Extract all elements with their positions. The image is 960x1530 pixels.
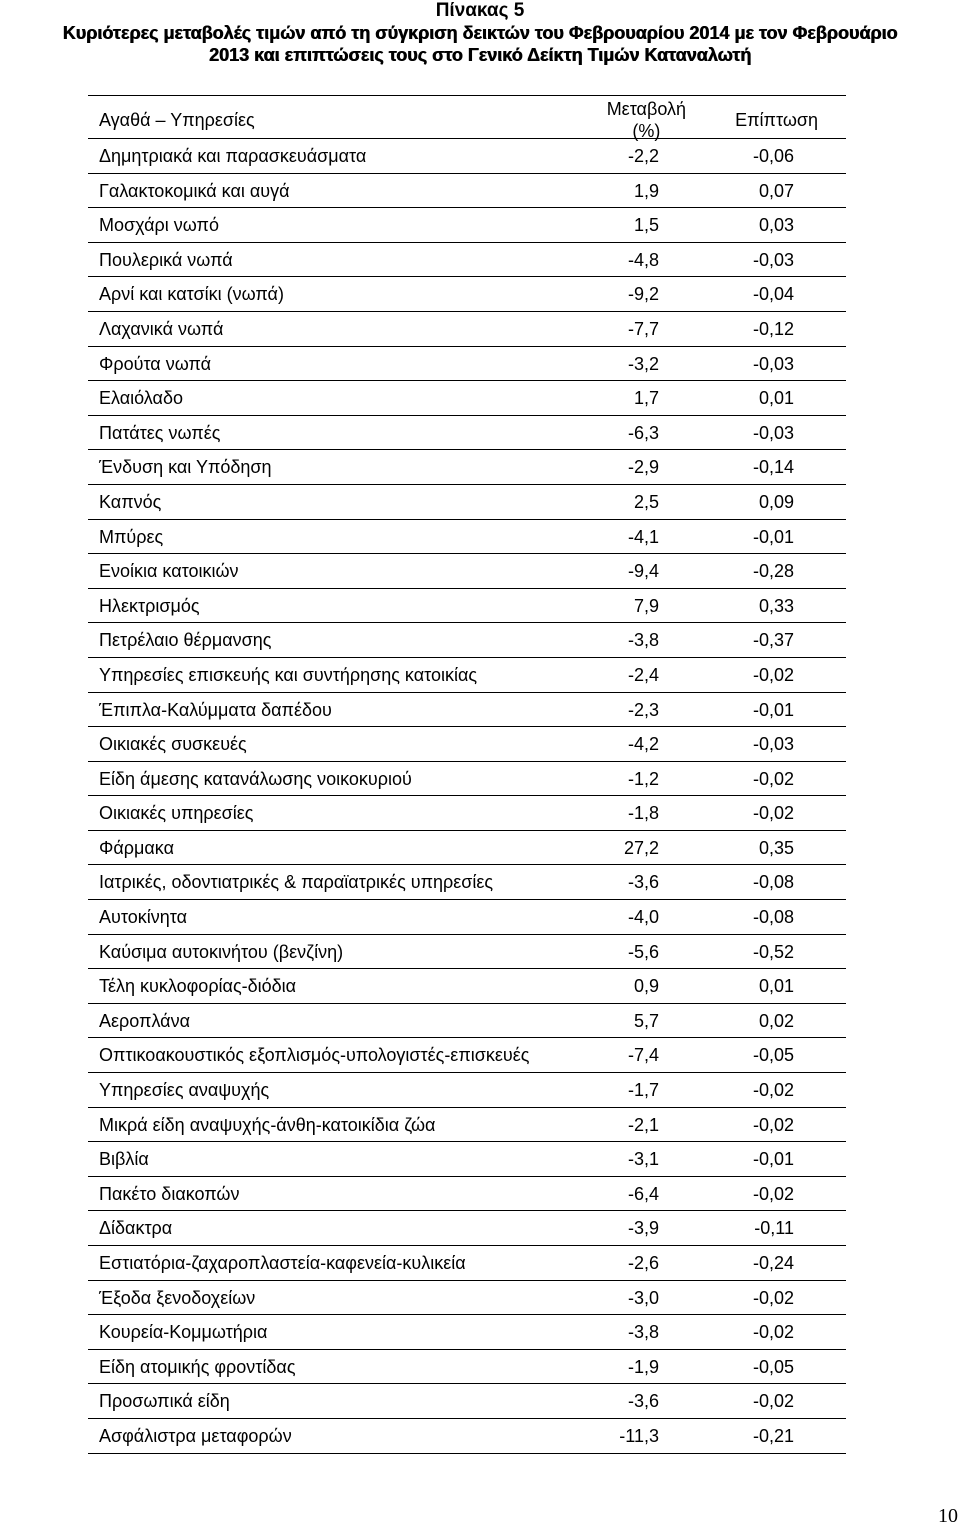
row-impact-value: -0,02 xyxy=(752,1114,794,1135)
row-change-value: 27,2 xyxy=(623,837,659,858)
row-change-value: 2,5 xyxy=(633,491,659,512)
row-change-value: -4,0 xyxy=(627,907,659,928)
row-item-name: Έξοδα ξενοδοχείων xyxy=(99,1287,256,1308)
table-row xyxy=(88,1281,846,1316)
row-impact-value: -0,37 xyxy=(752,630,794,651)
table-row xyxy=(88,1142,846,1177)
row-impact-value: -0,11 xyxy=(754,1218,794,1239)
table-row xyxy=(88,1004,846,1039)
table-row xyxy=(88,900,846,935)
row-item-name: Λαχανικά νωπά xyxy=(99,318,224,339)
row-change-value: -2,4 xyxy=(627,664,659,685)
row-impact-value: -0,03 xyxy=(752,249,794,270)
row-change-value: 0,9 xyxy=(633,976,659,997)
row-impact-value: -0,02 xyxy=(752,1391,794,1412)
table-row xyxy=(88,1073,846,1108)
row-change-value: 1,7 xyxy=(633,388,659,409)
table-row xyxy=(88,693,846,728)
table-row xyxy=(88,589,846,624)
table-row xyxy=(88,1211,846,1246)
row-item-name: Αρνί και κατσίκι (νωπά) xyxy=(99,284,284,305)
column-header-change-line2: (%) xyxy=(632,121,661,141)
row-item-name: Δημητριακά και παρασκευάσματα xyxy=(99,146,367,166)
column-header-change xyxy=(607,98,686,142)
row-item-name: Οικιακές συσκευές xyxy=(99,734,247,755)
row-impact-value: -0,05 xyxy=(752,1356,794,1377)
row-change-value: -3,2 xyxy=(627,353,659,374)
column-header-item: Αγαθά – Υπηρεσίες xyxy=(99,110,255,130)
table-row xyxy=(88,1246,846,1281)
table-subtitle-line1: Κυριότερες μεταβολές τιμών από τη σύγκριση δεικτών του Φεβρουαρίου 2014 με τον Φεβρουάριο xyxy=(62,23,898,43)
row-impact-value: 0,01 xyxy=(758,388,794,409)
table-row xyxy=(88,935,846,970)
row-impact-value: -0,02 xyxy=(752,664,794,685)
table-row xyxy=(88,865,846,900)
row-item-name: Ηλεκτρισμός xyxy=(99,595,200,616)
row-change-value: -3,8 xyxy=(627,1322,659,1343)
row-impact-value: -0,03 xyxy=(752,734,794,755)
row-change-value: -9,2 xyxy=(627,284,659,305)
row-impact-value: 0,33 xyxy=(758,595,794,616)
row-change-value: -1,7 xyxy=(627,1080,659,1101)
row-change-value: -3,9 xyxy=(627,1218,659,1239)
row-impact-value: -0,08 xyxy=(752,872,794,893)
row-change-value: 7,9 xyxy=(633,595,659,616)
row-impact-value: -0,02 xyxy=(752,1080,794,1101)
table-row xyxy=(88,554,846,589)
row-item-name: Προσωπικά είδη xyxy=(99,1391,230,1412)
row-impact-value: -0,02 xyxy=(752,1287,794,1308)
row-item-name: Φάρμακα xyxy=(99,837,174,858)
row-change-value: 5,7 xyxy=(633,1010,659,1031)
row-impact-value: 0,09 xyxy=(758,491,794,512)
row-impact-value: -0,14 xyxy=(752,457,794,478)
row-impact-value: -0,02 xyxy=(752,1183,794,1204)
table-body xyxy=(88,139,846,1454)
row-change-value: -4,8 xyxy=(627,249,659,270)
row-change-value: -3,8 xyxy=(627,630,659,651)
table-row xyxy=(88,727,846,762)
row-item-name: Φρούτα νωπά xyxy=(99,353,212,374)
row-change-value: -2,9 xyxy=(627,457,659,478)
table-row xyxy=(88,1038,846,1073)
table-row xyxy=(88,969,846,1004)
row-change-value: -7,4 xyxy=(627,1045,659,1066)
row-impact-value: -0,12 xyxy=(752,318,794,339)
row-impact-value: -0,03 xyxy=(752,353,794,374)
table-row xyxy=(88,381,846,416)
table-row xyxy=(88,623,846,658)
row-impact-value: -0,52 xyxy=(752,941,794,962)
column-header-impact: Επίπτωση xyxy=(735,110,818,130)
row-item-name: Μοσχάρι νωπό xyxy=(99,215,219,236)
table-row xyxy=(88,347,846,382)
row-change-value: -3,0 xyxy=(627,1287,659,1308)
row-item-name: Πετρέλαιο θέρμανσης xyxy=(99,630,272,651)
row-impact-value: -0,04 xyxy=(752,284,794,305)
table-row xyxy=(88,1177,846,1212)
row-item-name: Ενοίκια κατοικιών xyxy=(99,561,239,582)
row-item-name: Υπηρεσίες επισκευής και συντήρησης κατοικίας xyxy=(99,664,478,685)
table-row xyxy=(88,450,846,485)
row-impact-value: -0,01 xyxy=(752,526,794,547)
row-item-name: Εστιατόρια-ζαχαροπλαστεία-καφενεία-κυλικεία xyxy=(99,1253,466,1273)
table-row xyxy=(88,1315,846,1350)
table-row xyxy=(88,762,846,797)
row-impact-value: -0,05 xyxy=(752,1045,794,1066)
row-item-name: Πακέτο διακοπών xyxy=(99,1183,240,1204)
row-change-value: -9,4 xyxy=(627,561,659,582)
row-change-value: -4,1 xyxy=(627,526,659,547)
row-change-value: -11,3 xyxy=(619,1425,659,1446)
table-row xyxy=(88,277,846,312)
table-row xyxy=(88,1108,846,1143)
row-change-value: -2,1 xyxy=(627,1114,659,1135)
row-impact-value: 0,35 xyxy=(758,837,794,858)
row-item-name: Οπτικοακουστικός εξοπλισμός-υπολογιστές-επισκευές xyxy=(99,1045,530,1066)
title-block xyxy=(0,0,960,66)
table-title: Πίνακας 5 xyxy=(435,0,525,21)
row-item-name: Μικρά είδη αναψυχής-άνθη-κατοικίδια ζώα xyxy=(99,1114,436,1135)
row-item-name: Μπύρες xyxy=(99,526,164,547)
row-item-name: Είδη άμεσης κατανάλωσης νοικοκυριού xyxy=(99,768,412,789)
table-row xyxy=(88,208,846,243)
row-item-name: Αυτοκίνητα xyxy=(99,907,187,928)
table-row xyxy=(88,658,846,693)
row-impact-value: -0,06 xyxy=(752,146,794,166)
row-item-name: Οικιακές υπηρεσίες xyxy=(99,803,254,824)
price-changes-table xyxy=(88,95,846,1454)
row-item-name: Δίδακτρα xyxy=(99,1218,173,1239)
row-impact-value: 0,01 xyxy=(758,976,794,997)
row-impact-value: -0,03 xyxy=(752,422,794,443)
row-impact-value: -0,01 xyxy=(752,1149,794,1170)
row-item-name: Ασφάλιστρα μεταφορών xyxy=(99,1425,292,1446)
row-impact-value: 0,03 xyxy=(758,215,794,236)
row-impact-value: -0,21 xyxy=(752,1425,794,1446)
row-item-name: Τέλη κυκλοφορίας-διόδια xyxy=(99,976,297,997)
table-row xyxy=(88,520,846,555)
row-change-value: -6,4 xyxy=(627,1183,659,1204)
page-number: 10 xyxy=(938,1505,958,1527)
row-change-value: -3,1 xyxy=(627,1149,659,1170)
table-row xyxy=(88,416,846,451)
row-change-value: -2,2 xyxy=(627,146,659,166)
row-change-value: -2,3 xyxy=(627,699,659,720)
table-row xyxy=(88,796,846,831)
row-change-value: -5,6 xyxy=(627,941,659,962)
table-subtitle-line2: 2013 και επιπτώσεις τους στο Γενικό Δείκτη Τιμών Καταναλωτή xyxy=(208,45,752,65)
row-item-name: Καύσιμα αυτοκινήτου (βενζίνη) xyxy=(99,941,344,962)
row-change-value: -1,8 xyxy=(627,803,659,824)
row-item-name: Ένδυση και Υπόδηση xyxy=(99,457,272,478)
row-change-value: 1,9 xyxy=(633,180,659,201)
table-header-row xyxy=(88,96,846,139)
row-item-name: Βιβλία xyxy=(99,1149,149,1170)
row-change-value: -1,2 xyxy=(627,768,659,789)
table-row xyxy=(88,312,846,347)
table-row xyxy=(88,243,846,278)
row-item-name: Ιατρικές, οδοντιατρικές & παραϊατρικές υπηρεσίες xyxy=(99,872,494,893)
table-row xyxy=(88,139,846,174)
column-header-change-line1: Μεταβολή xyxy=(606,99,686,119)
row-change-value: -3,6 xyxy=(627,1391,659,1412)
row-change-value: -2,6 xyxy=(627,1253,659,1273)
row-change-value: -4,2 xyxy=(627,734,659,755)
row-item-name: Είδη ατομικής φροντίδας xyxy=(99,1356,296,1377)
table-row xyxy=(88,1419,846,1454)
row-item-name: Έπιπλα-Καλύμματα δαπέδου xyxy=(99,699,332,720)
row-item-name: Αεροπλάνα xyxy=(99,1010,190,1031)
row-item-name: Ελαιόλαδο xyxy=(99,388,183,409)
row-impact-value: 0,02 xyxy=(758,1010,794,1031)
row-impact-value: -0,28 xyxy=(752,561,794,582)
row-change-value: -3,6 xyxy=(627,872,659,893)
row-item-name: Υπηρεσίες αναψυχής xyxy=(99,1080,270,1101)
row-change-value: -6,3 xyxy=(627,422,659,443)
row-change-value: -1,9 xyxy=(627,1356,659,1377)
row-impact-value: -0,02 xyxy=(752,1322,794,1343)
row-impact-value: -0,02 xyxy=(752,768,794,789)
table-row xyxy=(88,485,846,520)
row-item-name: Πατάτες νωπές xyxy=(99,422,221,443)
table-row xyxy=(88,1384,846,1419)
row-impact-value: -0,08 xyxy=(752,907,794,928)
table-row xyxy=(88,1350,846,1385)
row-item-name: Γαλακτοκομικά και αυγά xyxy=(99,180,290,201)
row-impact-value: -0,01 xyxy=(752,699,794,720)
row-change-value: 1,5 xyxy=(633,215,659,236)
row-impact-value: -0,02 xyxy=(752,803,794,824)
row-item-name: Κουρεία-Κομμωτήρια xyxy=(99,1322,268,1343)
row-impact-value: 0,07 xyxy=(758,180,794,201)
row-impact-value: -0,24 xyxy=(752,1253,794,1273)
table-row xyxy=(88,174,846,209)
row-change-value: -7,7 xyxy=(627,318,659,339)
row-item-name: Πουλερικά νωπά xyxy=(99,249,233,270)
row-item-name: Καπνός xyxy=(99,491,162,512)
table-row xyxy=(88,831,846,866)
